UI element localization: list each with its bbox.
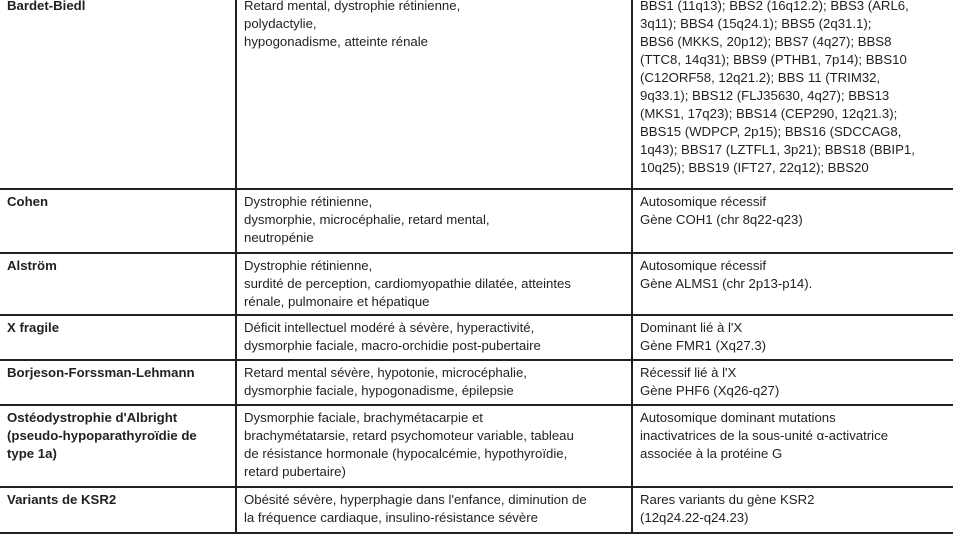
clinical-line: retard pubertaire) — [244, 464, 346, 479]
clinical-line: Retard mental sévère, hypotonie, microcéphalie, — [244, 365, 527, 380]
genetics-cell — [632, 315, 953, 360]
clinical-line: rénale, pulmonaire et hépatique — [244, 294, 430, 309]
clinical-cell — [236, 405, 632, 487]
genetics-line: Autosomique récessif — [640, 258, 767, 273]
syndrome-name: X fragile — [0, 315, 236, 360]
genetics-line: Gène COH1 (chr 8q22-q23) — [640, 212, 803, 227]
syndrome-name-line: type 1a) — [7, 446, 57, 461]
genetics-line: (12q24.22-q24.23) — [640, 510, 749, 525]
clinical-cell — [236, 360, 632, 405]
genetics-line: BBS1 (11q13); BBS2 (16q12.2); BBS3 (ARL6, — [640, 0, 909, 13]
clinical-line: Retard mental, dystrophie rétinienne, — [244, 0, 461, 13]
clinical-line: surdité de perception, cardiomyopathie dilatée, atteintes — [244, 276, 571, 291]
genetics-line: (TTC8, 14q31); BBS9 (PTHB1, 7p14); BBS10 — [640, 52, 907, 67]
clinical-line: la fréquence cardiaque, insulino-résistance sévère — [244, 510, 538, 525]
genetics-line: Gène ALMS1 (chr 2p13-p14). — [640, 276, 813, 291]
clinical-line: Dystrophie rétinienne, — [244, 258, 373, 273]
clinical-cell — [236, 315, 632, 360]
clinical-line: de résistance hormonale (hypocalcémie, hypothyroïdie, — [244, 446, 568, 461]
genetics-cell — [632, 0, 953, 189]
syndrome-name: Bardet-Biedl — [0, 0, 236, 189]
table-row — [0, 0, 953, 189]
genetics-line: Autosomique récessif — [640, 194, 767, 209]
syndrome-name: Alström — [0, 253, 236, 315]
syndrome-name — [0, 405, 236, 487]
genetics-line: 10q25); BBS19 (IFT27, 22q12); BBS20 — [640, 160, 869, 175]
clinical-line: polydactylie, — [244, 16, 317, 31]
genetics-line: (MKS1, 17q23); BBS14 (CEP290, 12q21.3); — [640, 106, 898, 121]
genetics-cell — [632, 189, 953, 253]
genetics-cell — [632, 405, 953, 487]
clinical-cell — [236, 0, 632, 189]
syndrome-name: Variants de KSR2 — [0, 487, 236, 533]
clinical-line: dysmorphie, microcéphalie, retard mental, — [244, 212, 490, 227]
table-row — [0, 189, 953, 253]
genetics-line: Autosomique dominant mutations — [640, 410, 836, 425]
genetics-line: Récessif lié à l'X — [640, 365, 737, 380]
genetics-line: BBS15 (WDPCP, 2p15); BBS16 (SDCCAG8, — [640, 124, 902, 139]
genetics-line: Gène PHF6 (Xq26-q27) — [640, 383, 780, 398]
clinical-line: neutropénie — [244, 230, 314, 245]
syndrome-name: Cohen — [0, 189, 236, 253]
genetics-line: Rares variants du gène KSR2 — [640, 492, 815, 507]
genetics-line: 9q33.1); BBS12 (FLJ35630, 4q27); BBS13 — [640, 88, 890, 103]
genetics-line: BBS6 (MKKS, 20p12); BBS7 (4q27); BBS8 — [640, 34, 892, 49]
clinical-line: hypogonadisme, atteinte rénale — [244, 34, 429, 49]
table-row — [0, 405, 953, 487]
clinical-cell — [236, 253, 632, 315]
genetics-cell — [632, 360, 953, 405]
syndrome-name-line: (pseudo-hypoparathyroïdie de — [7, 428, 197, 443]
genetics-line: (C12ORF58, 12q21.2); BBS 11 (TRIM32, — [640, 70, 881, 85]
clinical-line: Dysmorphie faciale, brachymétacarpie et — [244, 410, 483, 425]
clinical-cell — [236, 189, 632, 253]
genetics-line: Dominant lié à l'X — [640, 320, 743, 335]
table-row — [0, 315, 953, 360]
clinical-line: Dystrophie rétinienne, — [244, 194, 373, 209]
syndrome-name-line: Ostéodystrophie d'Albright — [7, 410, 178, 425]
genetics-line: 1q43); BBS17 (LZTFL1, 3p21); BBS18 (BBIP1, — [640, 142, 915, 157]
table-row — [0, 253, 953, 315]
clinical-cell — [236, 487, 632, 533]
genetics-line: Gène FMR1 (Xq27.3) — [640, 338, 767, 353]
clinical-line: dysmorphie faciale, macro-orchidie post-pubertaire — [244, 338, 541, 353]
genetics-cell — [632, 487, 953, 533]
clinical-line: brachymétatarsie, retard psychomoteur variable, tableau — [244, 428, 574, 443]
genetics-line: 3q11); BBS4 (15q24.1); BBS5 (2q31.1); — [640, 16, 872, 31]
clinical-line: Obésité sévère, hyperphagie dans l'enfance, diminution de — [244, 492, 587, 507]
syndrome-name: Borjeson-Forssman-Lehmann — [0, 360, 236, 405]
table-row — [0, 360, 953, 405]
genetics-cell — [632, 253, 953, 315]
genetics-line: associée à la protéine G — [640, 446, 783, 461]
table-row — [0, 487, 953, 533]
clinical-line: dysmorphie faciale, hypogonadisme, épilepsie — [244, 383, 514, 398]
clinical-line: Déficit intellectuel modéré à sévère, hyperactivité, — [244, 320, 535, 335]
genetics-line: inactivatrices de la sous-unité α-activatrice — [640, 428, 889, 443]
